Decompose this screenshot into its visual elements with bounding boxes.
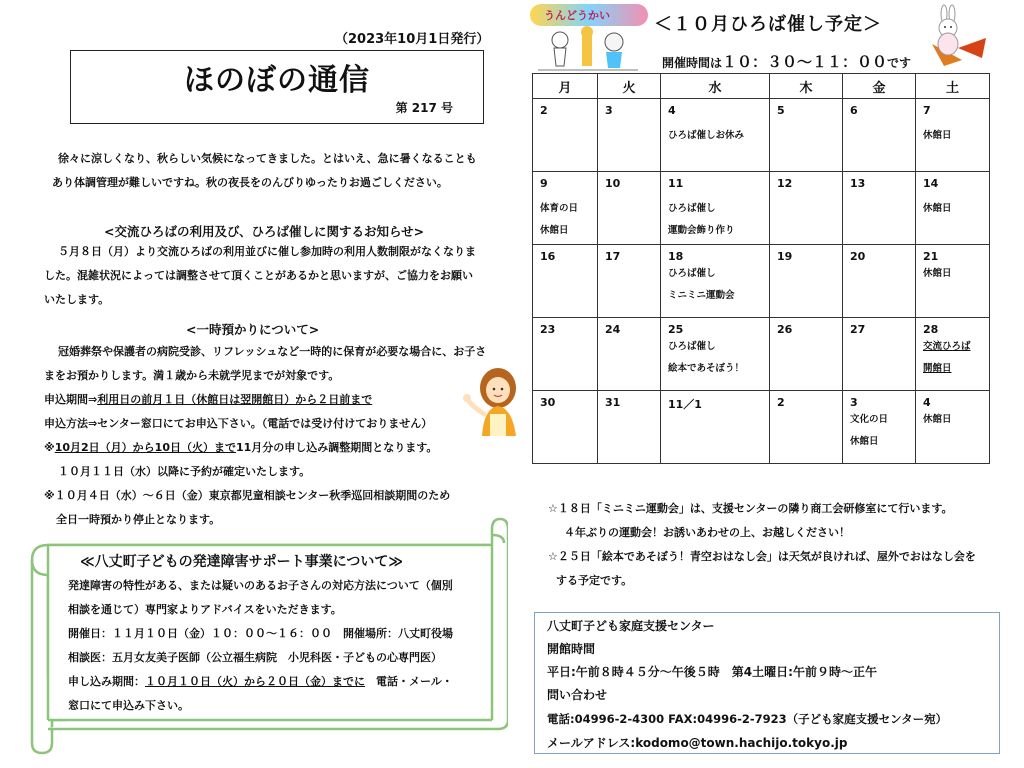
logo-text: うんどうかい — [544, 9, 610, 22]
event-label: 休館日 — [540, 225, 569, 236]
event-label: ひろば催し — [668, 341, 716, 352]
calendar-cell — [661, 391, 770, 464]
day-number: 9 — [540, 177, 548, 190]
calendar-cell — [533, 391, 598, 464]
day-number: 7 — [923, 104, 931, 117]
day-number: 20 — [850, 250, 866, 263]
day-number: 11／1 — [668, 398, 702, 411]
calendar-cell — [661, 318, 770, 391]
day-number: 19 — [777, 250, 793, 263]
note-ehon: ☆２５日「絵本であそぼう！青空おはなし会」は天気が良ければ、屋外でおはなし会を — [548, 550, 976, 563]
day-number: 24 — [605, 323, 621, 336]
calendar-cell — [661, 172, 770, 245]
event-label: 休館日 — [923, 130, 952, 141]
event-label: 休館日 — [923, 414, 952, 425]
day-number: 4 — [668, 104, 676, 117]
time-label: 開催時間は — [662, 56, 723, 70]
october-calendar — [532, 73, 990, 464]
ichiji-method: 申込方法⇒センター窓口にてお申込下さい。（電話では受け付けておりません） — [44, 417, 433, 430]
calendar-cell — [770, 318, 843, 391]
phone-fax: 電話:04996-2-4300 FAX:04996-2-7923（子ども家庭支援センター宛） — [547, 712, 948, 726]
event-label: 交流ひろば — [923, 341, 971, 352]
calendar-week — [533, 245, 990, 318]
day-number: 27 — [850, 323, 866, 336]
day-number: 28 — [923, 323, 939, 336]
day-number: 21 — [923, 250, 939, 263]
day-number: 25 — [668, 323, 684, 336]
day-number: 2 — [777, 396, 785, 409]
section-ichiji-text — [44, 340, 504, 532]
day-number: 3 — [850, 396, 858, 409]
day-number: 16 — [540, 250, 556, 263]
title-box — [70, 50, 484, 124]
section-hiroba-text — [44, 240, 476, 312]
calendar-cell — [598, 99, 661, 172]
calendar-week — [533, 99, 990, 172]
note-minimini-2: ４年ぶりの運動会！お誘いあわせの上、お越しください！ — [564, 526, 850, 539]
kids-running-icon — [538, 26, 638, 72]
calendar-cell — [843, 245, 916, 318]
center-info-box — [534, 612, 1000, 754]
event-label: 休館日 — [850, 436, 879, 447]
time-suffix: です — [887, 56, 912, 70]
time-value: １０：３０～１１：００ — [722, 53, 888, 71]
ichiji-adjust — [44, 436, 504, 460]
weekday-mon: 月 — [533, 74, 598, 99]
calendar-cell — [770, 245, 843, 318]
period-value: 利用日の前月１日（休館日は翌開館日）から２日前まで — [97, 393, 373, 406]
intro-line-1: 徐々に涼しくなり、秋らしい気候になってきました。とはいえ、急に暑くなることも — [58, 152, 477, 165]
section-heading-ichiji: <一時預かりについて> — [186, 322, 320, 337]
day-number: 17 — [605, 250, 621, 263]
hiroba-line-3: いたします。 — [44, 293, 110, 306]
event-label: 運動会飾り作り — [668, 225, 735, 236]
calendar-cell — [661, 99, 770, 172]
event-label: ミニミニ運動会 — [668, 290, 735, 301]
contact-label: 問い合わせ — [547, 688, 608, 702]
day-number: 14 — [923, 177, 939, 190]
adjust-period: 10月2日（月）から10日（火）まで — [54, 441, 236, 454]
undokai-logo — [530, 4, 648, 74]
calendar-cell — [533, 99, 598, 172]
hours-label: 開館時間 — [547, 642, 596, 656]
section-heading-hiroba: <交流ひろばの利用及び、ひろば催しに関するお知らせ> — [104, 224, 425, 239]
day-number: 13 — [850, 177, 866, 190]
calendar-cell — [533, 245, 598, 318]
event-label: 休館日 — [923, 268, 952, 279]
calendar-cell — [916, 172, 990, 245]
support-doctor: 相談医：五月女友美子医師（公立福生病院 小児科医・子どもの心専門医） — [68, 651, 442, 664]
ichiji-line-1: 冠婚葬祭や保護者の病院受診、リフレッシュなど一時的に保育が必要な場合に、お子さ — [58, 345, 487, 358]
day-number: 30 — [540, 396, 556, 409]
calendar-cell — [843, 391, 916, 464]
ichiji-confirm: １０月１１日（水）以降に予約が確定いたします。 — [58, 465, 311, 478]
calendar-cell — [598, 318, 661, 391]
day-number: 3 — [605, 104, 613, 117]
calendar-cell — [916, 99, 990, 172]
calendar-cell — [770, 391, 843, 464]
event-label: 絵本であそぼう！ — [668, 363, 745, 374]
events-heading: ＜１０月ひろば催し予定＞ — [654, 14, 882, 35]
mother-illustration — [460, 362, 526, 436]
event-label: 開館日 — [923, 363, 952, 374]
day-number: 31 — [605, 396, 621, 409]
calendar-cell — [598, 172, 661, 245]
apply-period: １０月１０日（火）から２０日（金）までに — [145, 675, 365, 688]
email-address: メールアドレス:kodomo@town.hachijo.tokyo.jp — [547, 736, 848, 750]
ichiji-stop-1: ※１０月４日（水）～６日（金）東京都児童相談センター秋季巡回相談期間のため — [44, 489, 451, 502]
day-number: 5 — [777, 104, 785, 117]
weekday-fri: 金 — [843, 74, 916, 99]
day-number: 4 — [923, 396, 931, 409]
calendar-cell — [661, 245, 770, 318]
calendar-cell — [916, 245, 990, 318]
newsletter-title: ほのぼの通信 — [184, 63, 370, 98]
calendar-cell — [843, 172, 916, 245]
event-notes — [548, 497, 976, 593]
note-minimini: ☆１８日「ミニミニ運動会」は、支援センターの隣り商工会研修室にて行います。 — [548, 502, 953, 515]
calendar-week — [533, 172, 990, 245]
calendar-week — [533, 391, 990, 464]
weekday-sat: 土 — [916, 74, 990, 99]
apply-label: 申し込み期間： — [68, 675, 145, 688]
calendar-cell — [533, 172, 598, 245]
day-number: 2 — [540, 104, 548, 117]
center-name: 八丈町子ども家庭支援センター — [547, 619, 715, 633]
apply-rest: 電話・メール・ — [376, 675, 453, 688]
support-title: ≪八丈町子どもの発達障害サポート事業について≫ — [80, 554, 404, 570]
calendar-cell — [598, 245, 661, 318]
day-number: 11 — [668, 177, 684, 190]
support-body — [68, 574, 488, 718]
calendar-cell — [533, 318, 598, 391]
issue-number: 第 217 号 — [395, 101, 453, 115]
ichiji-period — [44, 388, 504, 412]
period-label: 申込期間⇒ — [44, 393, 98, 406]
adjust-rest: 11月分の申し込み調整期間となります。 — [235, 441, 438, 454]
intro-text — [52, 147, 477, 195]
issue-date: （2023年10月1日発行） — [335, 32, 490, 47]
hours-text: 平日:午前８時４５分～午後５時 第4土曜日:午前９時～正午 — [547, 665, 877, 679]
event-label: 体育の日 — [540, 203, 579, 214]
calendar-cell — [843, 318, 916, 391]
ichiji-stop-2: 全日一時預かり停止となります。 — [56, 513, 221, 526]
weekday-wed: 水 — [661, 74, 770, 99]
support-line-1: 発達障害の特性がある、または疑いのあるお子さんの対応方法について（個別 — [68, 579, 453, 592]
day-number: 23 — [540, 323, 556, 336]
day-number: 12 — [777, 177, 793, 190]
calendar-cell — [916, 318, 990, 391]
event-label: ひろば催しお休み — [668, 130, 745, 141]
note-ehon-2: する予定です。 — [556, 574, 633, 587]
support-date: 開催日：１１月１０日（金）１０：００～１６：００ 開催場所：八丈町役場 — [68, 627, 453, 640]
day-number: 26 — [777, 323, 793, 336]
support-apply-2: 窓口にて申込み下さい。 — [68, 699, 189, 712]
day-number: 6 — [850, 104, 858, 117]
calendar-cell — [843, 99, 916, 172]
adjust-prefix: ※ — [44, 441, 55, 454]
hiroba-line-1: ５月８日（月）より交流ひろばの利用並びに催し参加時の利用人数制限がなくなりま — [58, 245, 476, 258]
event-label: ひろば催し — [668, 268, 716, 279]
rabbit-autumn-icon — [922, 4, 992, 68]
calendar-cell — [770, 172, 843, 245]
weekday-thu: 木 — [770, 74, 843, 99]
hiroba-line-2: した。混雑状況によっては調整させて頂くことがあるかと思いますが、ご協力をお願い — [44, 269, 473, 282]
intro-line-2: あり体調管理が難しいですね。秋の夜長をのんびりゆったりお過ごしください。 — [52, 176, 448, 189]
calendar-week — [533, 318, 990, 391]
weekday-tue: 火 — [598, 74, 661, 99]
day-number: 10 — [605, 177, 621, 190]
event-label: 文化の日 — [850, 414, 889, 425]
event-label: ひろば催し — [668, 203, 716, 214]
support-apply — [68, 670, 488, 694]
day-number: 18 — [668, 250, 684, 263]
support-line-2: 相談を通じて）専門家よりアドバイスをいただきます。 — [68, 603, 342, 616]
calendar-cell — [916, 391, 990, 464]
event-label: 休館日 — [923, 203, 952, 214]
calendar-cell — [770, 99, 843, 172]
ichiji-line-2: まをお預かりします。満１歳から未就学児までが対象です。 — [44, 369, 340, 382]
calendar-cell — [598, 391, 661, 464]
calendar-header-row — [533, 74, 990, 99]
events-time — [662, 51, 911, 72]
